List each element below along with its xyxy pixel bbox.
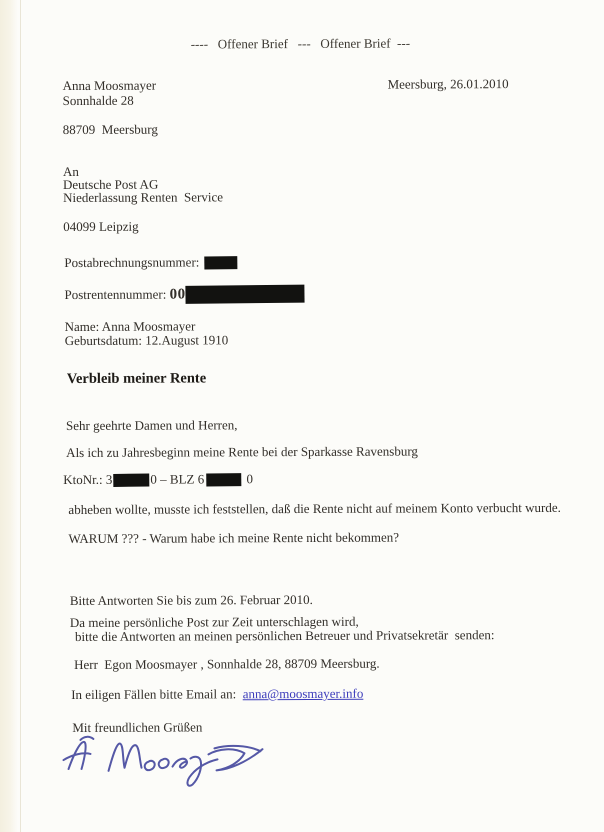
open-letter-header: ---- Offener Brief --- Offener Brief --- xyxy=(190,35,411,52)
postrentennummer-label: Postrentennummer: xyxy=(64,286,170,303)
email-line xyxy=(71,686,363,702)
paragraph-warum: WARUM ??? - Warum habe ich meine Rente nicht bekommen? xyxy=(68,529,400,547)
postrentennummer-line xyxy=(64,286,304,304)
sender-city: 88709 Meersburg xyxy=(62,121,158,138)
recipient-department: Niederlassung Renten Service xyxy=(63,189,224,206)
paragraph-1: Als ich zu Jahresbeginn meine Rente bei der Sparkasse Ravensburg xyxy=(66,443,418,461)
redaction-box-kto xyxy=(113,473,149,486)
redaction-box-postabrechnung xyxy=(204,256,237,269)
kto-mid: 0 – BLZ 6 xyxy=(150,471,205,487)
kto-prefix: KtoNr.: 3 xyxy=(63,471,113,488)
name-line: Name: Anna Moosmayer xyxy=(64,318,196,335)
redaction-box-blz xyxy=(206,473,241,486)
kto-suffix: 0 xyxy=(243,471,253,487)
redaction-box-postrenten xyxy=(185,284,304,303)
closing-line: Mit freundlichen Grüßen xyxy=(72,719,203,736)
account-number-line xyxy=(63,471,253,487)
paragraph-5-line2: bitte die Antworten an meinen persönlichen Betreuer und Privatsekretär senden: xyxy=(74,627,495,644)
paragraph-2: abheben wollte, musste ich feststellen, daß die Rente nicht auf meinem Konto verbucht wurde. xyxy=(68,499,561,518)
salutation: Sehr geehrte Damen und Herren, xyxy=(66,417,238,434)
email-link[interactable]: anna@moosmayer.info xyxy=(242,685,364,702)
paragraph-5-line1: Da meine persönliche Post zur Zeit unterschlagen wird, xyxy=(69,613,359,631)
recipient-an: An xyxy=(62,163,79,180)
postrentennummer-prefix: 00 xyxy=(169,286,186,303)
email-label: In eiligen Fällen bitte Email an: xyxy=(71,686,243,703)
postabrechnungsnummer-line xyxy=(64,254,237,270)
subject-heading: Verbleib meiner Rente xyxy=(66,370,207,388)
postabrechnungsnummer-label: Postabrechnungsnummer: xyxy=(64,254,200,271)
contact-person-line: Herr Egon Moosmayer , Sonnhalde 28, 88709 Meersburg. xyxy=(74,655,380,672)
recipient-company: Deutsche Post AG xyxy=(62,176,159,193)
signature-ink-icon xyxy=(56,726,266,789)
sender-name: Anna Moosmayer xyxy=(62,77,157,94)
sender-street: Sonnhalde 28 xyxy=(62,92,134,109)
place-date-line: Meersburg, 26.01.2010 xyxy=(387,76,509,92)
paragraph-deadline: Bitte Antworten Sie bis zum 26. Februar 2010. xyxy=(69,591,313,609)
handwritten-signature xyxy=(56,726,266,789)
recipient-city: 04099 Leipzig xyxy=(63,218,139,235)
birthdate-line: Geburtsdatum: 12.August 1910 xyxy=(64,332,229,349)
